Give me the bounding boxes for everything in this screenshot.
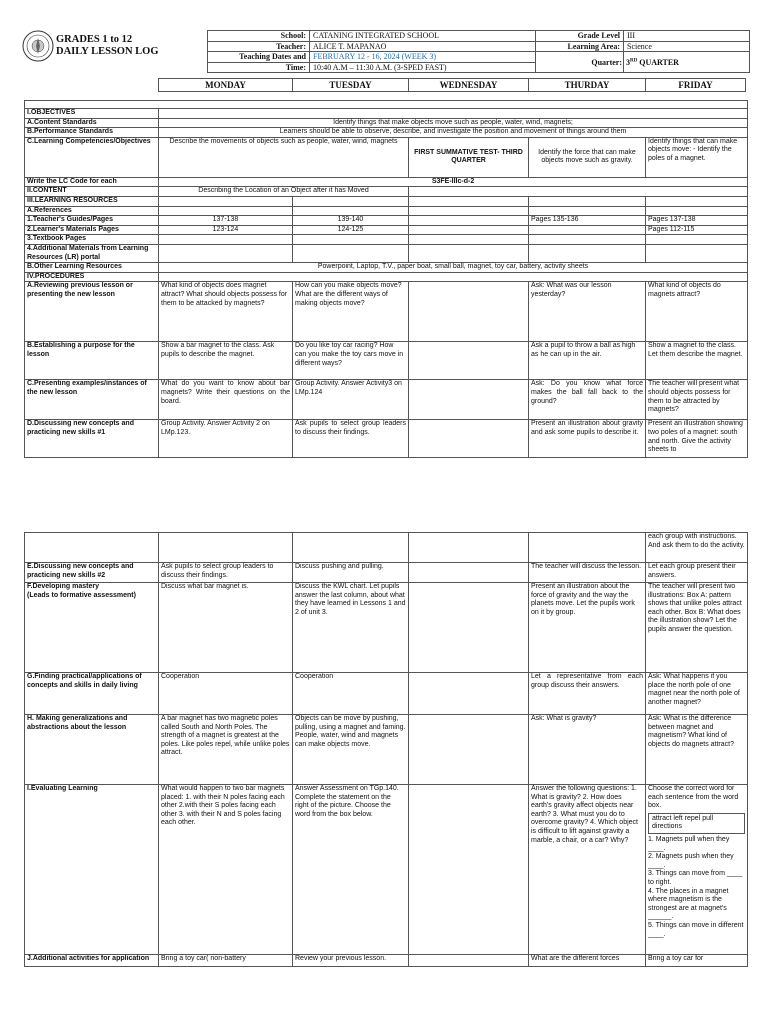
mastery-tue: Discuss the KWL chart. Let pupils answer the last column, about what they have learned in Lessons 1 and 2 of unit 3. [293,583,409,673]
developing-mastery-title: F.Developing mastery [27,583,99,590]
row-discussing-1: D.Discussing new concepts and practicing new skills #1 [25,420,159,458]
time-label: Time: [208,62,310,73]
quarter-label: Quarter: [591,58,622,67]
discussing2-tue: Discuss pushing and pulling. [293,563,409,583]
row-performance-standards: B.Performance Standards [25,128,159,138]
mastery-thu: Present an illustration about the force of gravity and the way the planets move. Let the pupils work on it by group. [529,583,646,673]
day-monday: MONDAY [159,79,293,92]
continued-fri: each group with instructions. And ask them to do the activity. [646,533,748,563]
evaluating-fri-q1: 1. Magnets pull when they ____. [648,835,730,852]
row-generalizations: H. Making generalizations and abstractions about the lesson [25,715,159,785]
purpose-tue: Do you like toy car racing? How can you make the toy cars move in different ways? [293,342,409,380]
discussing1-mon: Group Activity. Answer Activity 2 on LMp.123. [159,420,293,458]
row-learning-resources: III.LEARNING RESOURCES [25,196,159,206]
row-lc-code: Write the LC Code for each [25,177,159,187]
row-purpose: B.Establishing a purpose for the lesson [25,342,159,380]
other-resources-value: Powerpoint, Laptop, T.V., paper boat, small ball, magnet, toy car, battery, activity sheets [159,263,748,273]
grade-label: Grade Level [536,31,624,42]
row-learners-materials: 2.Learner's Materials Pages [25,225,159,235]
purpose-thu: Ask a pupil to throw a ball as high as he can up in the air. [529,342,646,380]
area-label: Learning Area: [536,41,624,52]
day-wednesday: WEDNESDAY [409,79,529,92]
developing-mastery-subtitle: (Leads to formative assessment) [27,591,136,599]
additional-mon: Bring a toy car( non-battery [159,955,293,967]
row-reviewing: A.Reviewing previous lesson or presenting the new lesson [25,282,159,342]
performance-standards-value: Learners should be able to observe, describe, and investigate the position and movement of things around them [159,128,748,138]
evaluating-fri-q5: 5. Things can move in different ____. [648,921,744,938]
mastery-mon: Discuss what bar magnet is. [159,583,293,673]
generalizations-mon: A bar magnet has two magnetic poles called South and North Poles. The strength of a magnet is greatest at the poles. Like poles repel, while unlike poles attract. [159,715,293,785]
lesson-log-title [56,34,159,58]
row-textbook: 3.Textbook Pages [25,235,159,245]
competencies-wed: FIRST SUMMATIVE TEST- THIRD QUARTER [409,137,529,177]
row-additional-materials: 4.Additional Materials from Learning Resources (LR) portal [25,244,159,262]
row-competencies: C.Learning Competencies/Objectives [25,137,159,177]
row-other-resources: B.Other Learning Resources [25,263,159,273]
deped-seal-icon [22,30,54,62]
tg-fri: Pages 137-138 [646,216,748,226]
content-standards-value: Identify things that make objects move such as people, water, wind, magnets; [159,118,748,128]
day-friday: FRIDAY [646,79,746,92]
row-developing-mastery [25,583,159,673]
teacher-value: ALICE T. MAPANAO [310,41,536,52]
tg-tue: 139-140 [293,216,409,226]
generalizations-tue: Objects can be move by pushing, pulling, using a magnet and faming. People, water, wind and magnets can make objects move. [293,715,409,785]
discussing1-thu: Present an illustration about gravity and ask some pupils to describe it. [529,420,646,458]
evaluating-fri-q2: 2. Magnets push when they ____. [648,853,734,869]
tg-thu: Pages 135-136 [529,216,646,226]
reviewing-fri: What kind of objects do magnets attract? [646,282,748,342]
discussing2-mon: Ask pupils to select group leaders to discuss their findings. [159,563,293,583]
competencies-fri: Identify things that can make objects move: - Identify the poles of a magnet. [646,137,748,177]
row-references: A.References [25,206,159,216]
teacher-label: Teacher: [208,41,310,52]
purpose-mon: Show a bar magnet to the class. Ask pupils to describe the magnet. [159,342,293,380]
generalizations-fri: Ask: What is the difference between magnet and magnetism? What kind of objects do magnets attract? [646,715,748,785]
additional-tue: Review your previous lesson. [293,955,409,967]
row-evaluating: I.Evaluating Learning [25,785,159,955]
row-content: II.CONTENT [25,187,159,197]
row-procedures: IV.PROCEDURES [25,272,159,282]
generalizations-thu: Ask: What is gravity? [529,715,646,785]
purpose-fri: Show a magnet to the class. Let them describe the magnet. [646,342,748,380]
applications-tue: Cooperation [293,673,409,715]
evaluating-fri [646,785,748,955]
row-applications: G.Finding practical/applications of concepts and skills in daily living [25,673,159,715]
row-teachers-guides: 1.Teacher's Guides/Pages [25,216,159,226]
reviewing-mon: What kind of objects does magnet attract? What should objects possess for them to be attacked by magnets? [159,282,293,342]
title-grades: GRADES 1 to 12 [56,34,133,45]
competencies-mon-tue: Describe the movements of objects such as people, water, wind, magnets [159,137,409,177]
evaluating-tue: Answer Assessment on TGp.140. Complete the statement on the right of the picture. Choose the word from the box below. [293,785,409,955]
row-content-standards: A.Content Standards [25,118,159,128]
title-dll: DAILY LESSON LOG [56,46,159,57]
discussing2-fri: Let each group present their answers. [646,563,748,583]
day-tuesday: TUESDAY [293,79,409,92]
time-value: 10:40 A.M – 11:30 A.M. (3-SPED FAST) [310,62,536,73]
evaluating-fri-q4: 4. The places in a magnet where magnetism is the strongest are at magnet's ______. [648,887,729,921]
presenting-tue: Group Activity. Answer Activity3 on LMp.124 [293,380,409,420]
additional-fri: Bring a toy car for [646,955,748,967]
lm-mon: 123-124 [159,225,293,235]
quarter-word: QUARTER [637,58,679,67]
lc-code-value: S3FE-IIIc-d-2 [159,177,748,187]
discussing1-tue: Ask pupils to select group leaders to discuss their findings. [293,420,409,458]
tg-mon: 137-138 [159,216,293,226]
applications-fri: Ask: What happens if you place the north pole of one magnet near the north pole of another magnet? [646,673,748,715]
dates-value: FEBRUARY 12 - 16, 2024 (WEEK 3) [310,52,536,63]
content-value: Describing the Location of an Object after it has Moved [159,187,409,197]
lm-tue: 124-125 [293,225,409,235]
applications-thu: Let a representative from each group discuss their answers. [529,673,646,715]
evaluating-thu: Answer the following questions: 1. What is gravity? 2. How does earth's gravity affect objects near earth? 3. What must you do to overcome gravity? 4. Which object is difficult to lift against gravity a marble, a chair, or a car? Why? [529,785,646,955]
applications-mon: Cooperation [159,673,293,715]
additional-thu: What are the different forces [529,955,646,967]
quarter-value [626,58,679,67]
reviewing-thu: Ask: What was our lesson yesterday? [529,282,646,342]
discussing1-fri: Present an illustration showing two poles of a magnet: south and north. Give the activity sheets to [646,420,748,458]
row-presenting: C.Presenting examples/instances of the new lesson [25,380,159,420]
lesson-table-page2 [24,532,748,967]
presenting-mon: What do you want to know about bar magnets? Write their questions on the board. [159,380,293,420]
discussing2-thu: The teacher will discuss the lesson. [529,563,646,583]
reviewing-tue: How can you make objects move? What are the different ways of making objects move? [293,282,409,342]
school-value: CATANING INTEGRATED SCHOOL [310,31,536,42]
row-discussing-2: E.Discussing new concepts and practicing new skills #2 [25,563,159,583]
lm-fri: Pages 112-115 [646,225,748,235]
evaluating-fri-intro: Choose the correct word for each sentence from the word box. [648,785,739,810]
evaluating-fri-q3: 3. Things can move from ____ to right. [648,870,743,886]
mastery-fri: The teacher will present two illustrations: Box A: pattern shows that unlike poles attract each other. Box B: What does the illustration show? Let the pupils answer the question. [646,583,748,673]
lesson-table-page1 [24,100,748,458]
dates-label: Teaching Dates and [208,52,310,63]
quarter-suffix: RD [630,58,638,64]
day-thursday: THURDAY [529,79,646,92]
school-label: School: [208,31,310,42]
presenting-thu: Ask: Do you know what force makes the ball fall back to the ground? [529,380,646,420]
day-header-table [158,78,746,92]
row-objectives: I.OBJECTIVES [25,109,159,119]
word-box: attract left repel pull directions [648,813,745,834]
competencies-thu: Identify the force that can make objects move such as gravity. [529,137,646,177]
presenting-fri: The teacher will present what should objects possess for them to be attracted by magnets? [646,380,748,420]
grade-value: III [624,31,750,42]
quarter-number: 3 [626,58,630,67]
evaluating-mon: What would happen to two bar magnets placed: 1. with their N poles facing each other 2.with their S poles facing each other 3. with their N and S poles facing each other. [159,785,293,955]
area-value: Science [624,41,750,52]
row-additional-activities: J.Additional activities for application [25,955,159,967]
